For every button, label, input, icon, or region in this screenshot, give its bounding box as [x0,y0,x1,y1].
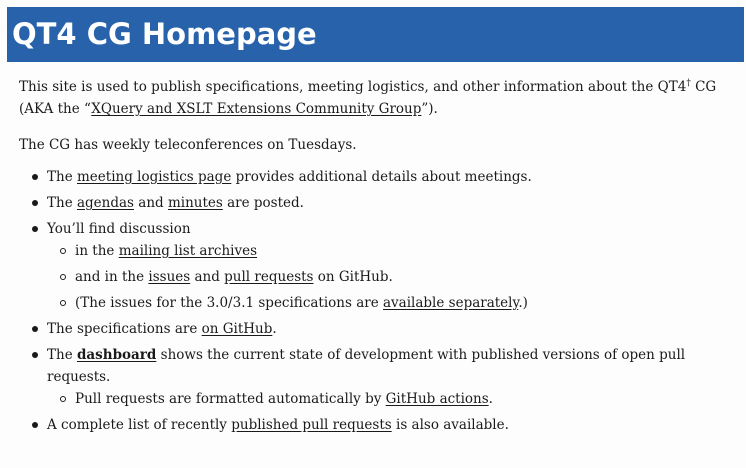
list-item-discussion [19,218,739,314]
list-item-text: The [47,347,77,363]
list-item-text: shows the current state of development with published versions of open pull requests. [47,347,686,385]
sublist-item-github-actions [47,388,739,410]
list-item-dashboard [19,344,739,410]
mailing-list-archives-link[interactable]: mailing list archives [118,243,258,259]
list-item-logistics [19,166,739,188]
issues-link[interactable]: issues [148,269,191,285]
list-item-text: provides additional details about meetings. [231,169,532,185]
page-title: QT4 CG Homepage [12,17,317,51]
list-item-text: You’ll find discussion [47,221,191,237]
page-header [7,7,744,62]
list-item-text: (The issues for the 3.0/3.1 specifications are [75,295,383,311]
published-pull-requests-link[interactable]: published pull requests [231,417,392,433]
info-list [19,166,739,436]
list-item-specs [19,318,739,340]
available-separately-link[interactable]: available separately [383,295,519,311]
list-item-text: and [133,195,168,211]
sublist-item-issues [47,266,739,288]
list-item-agendas [19,192,739,214]
dashboard-sublist [47,388,739,410]
list-item-text: The [47,169,77,185]
sublist-item-mailing [47,240,739,262]
agendas-link[interactable]: agendas [76,195,134,211]
list-item-published [19,414,739,436]
main-content [19,76,739,440]
meeting-logistics-link[interactable]: meeting logistics page [76,169,232,185]
list-item-text: in the [75,243,119,259]
xquery-xslt-cg-link[interactable]: XQuery and XSLT Extensions Community Group [91,101,422,117]
dashboard-link[interactable]: dashboard [76,347,157,363]
intro-text: ”). [421,101,438,117]
list-item-text: . [488,391,493,407]
dagger-mark: † [686,78,691,89]
intro-text: CG (AKA the “ [19,79,717,117]
list-item-text: The specifications are [47,321,202,337]
list-item-text: and [190,269,225,285]
list-item-text: and in the [75,269,149,285]
discussion-sublist [47,240,739,314]
minutes-link[interactable]: minutes [167,195,223,211]
specs-on-github-link[interactable]: on GitHub [201,321,273,337]
weekly-teleconference-text: The CG has weekly teleconferences on Tuesdays. [19,137,357,153]
github-actions-link[interactable]: GitHub actions [385,391,489,407]
intro-paragraph [19,76,739,120]
list-item-text: .) [518,295,528,311]
pull-requests-link[interactable]: pull requests [224,269,314,285]
list-item-text: . [272,321,277,337]
list-item-text: on GitHub. [313,269,393,285]
list-item-text: Pull requests are formatted automatically by [75,391,386,407]
list-item-text: A complete list of recently [47,417,232,433]
list-item-text: are posted. [222,195,304,211]
intro-text: This site is used to publish specifications, meeting logistics, and other information about the QT4 [19,79,687,95]
list-item-text: The [47,195,77,211]
list-item-text: is also available. [391,417,509,433]
sublist-item-issues-30 [47,292,739,314]
